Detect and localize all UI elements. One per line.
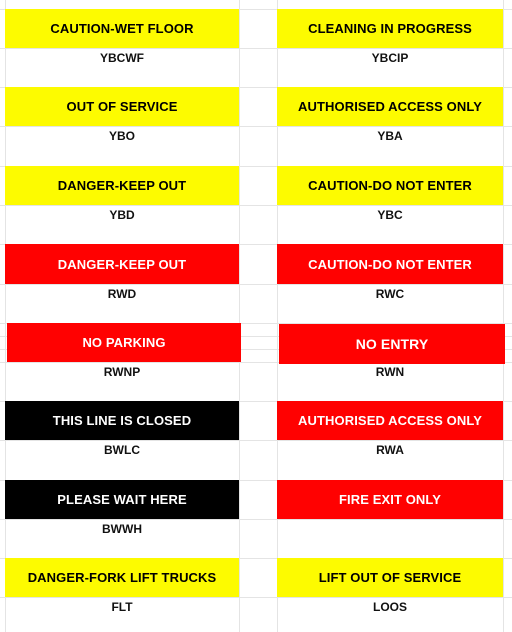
code-cell-left[interactable]: YBD bbox=[109, 208, 135, 222]
code-cell-right[interactable]: LOOS bbox=[372, 600, 407, 614]
code-cell-left[interactable]: BWLC bbox=[104, 443, 140, 457]
sign-cell-left[interactable]: NO PARKING bbox=[7, 323, 241, 362]
sign-cell-left[interactable]: OUT OF SERVICE bbox=[5, 87, 239, 126]
code-cell-left[interactable]: RWD bbox=[107, 287, 137, 301]
sign-cell-right[interactable]: CAUTION-DO NOT ENTER bbox=[277, 244, 503, 284]
sign-cell-right[interactable]: AUTHORISED ACCESS ONLY bbox=[277, 401, 503, 440]
sign-cell-right[interactable]: FIRE EXIT ONLY bbox=[277, 480, 503, 519]
sign-cell-left[interactable]: DANGER-KEEP OUT bbox=[5, 244, 239, 284]
code-cell-right[interactable]: YBCIP bbox=[371, 51, 409, 65]
code-cell-right[interactable]: RWC bbox=[375, 287, 405, 301]
sign-cell-left[interactable]: CAUTION-WET FLOOR bbox=[5, 9, 239, 48]
code-cell-left[interactable]: FLT bbox=[111, 600, 133, 614]
sign-cell-left[interactable]: DANGER-FORK LIFT TRUCKS bbox=[5, 558, 239, 597]
code-cell-left[interactable]: RWNP bbox=[103, 365, 141, 379]
sign-cell-right[interactable]: AUTHORISED ACCESS ONLY bbox=[277, 87, 503, 126]
sign-cell-right[interactable]: CAUTION-DO NOT ENTER bbox=[277, 166, 503, 205]
code-cell-left[interactable]: BWWH bbox=[102, 522, 142, 536]
sign-cell-right[interactable]: CLEANING IN PROGRESS bbox=[277, 9, 503, 48]
sign-cell-left[interactable]: THIS LINE IS CLOSED bbox=[5, 401, 239, 440]
grid-line bbox=[503, 0, 504, 632]
code-cell-left[interactable]: YBO bbox=[108, 129, 135, 143]
code-cell-right[interactable]: YBA bbox=[377, 129, 403, 143]
sign-cell-right[interactable]: LIFT OUT OF SERVICE bbox=[277, 558, 503, 597]
code-cell-right[interactable] bbox=[277, 519, 503, 539]
code-cell-right[interactable]: RWA bbox=[376, 443, 404, 457]
code-cell-right[interactable]: YBC bbox=[377, 208, 403, 222]
sign-cell-right[interactable]: NO ENTRY bbox=[279, 324, 505, 364]
sign-cell-left[interactable]: PLEASE WAIT HERE bbox=[5, 480, 239, 519]
sign-cell-left[interactable]: DANGER-KEEP OUT bbox=[5, 166, 239, 205]
code-cell-right[interactable]: RWN bbox=[375, 365, 405, 379]
code-cell-left[interactable]: YBCWF bbox=[100, 51, 144, 65]
grid-line bbox=[239, 0, 240, 632]
